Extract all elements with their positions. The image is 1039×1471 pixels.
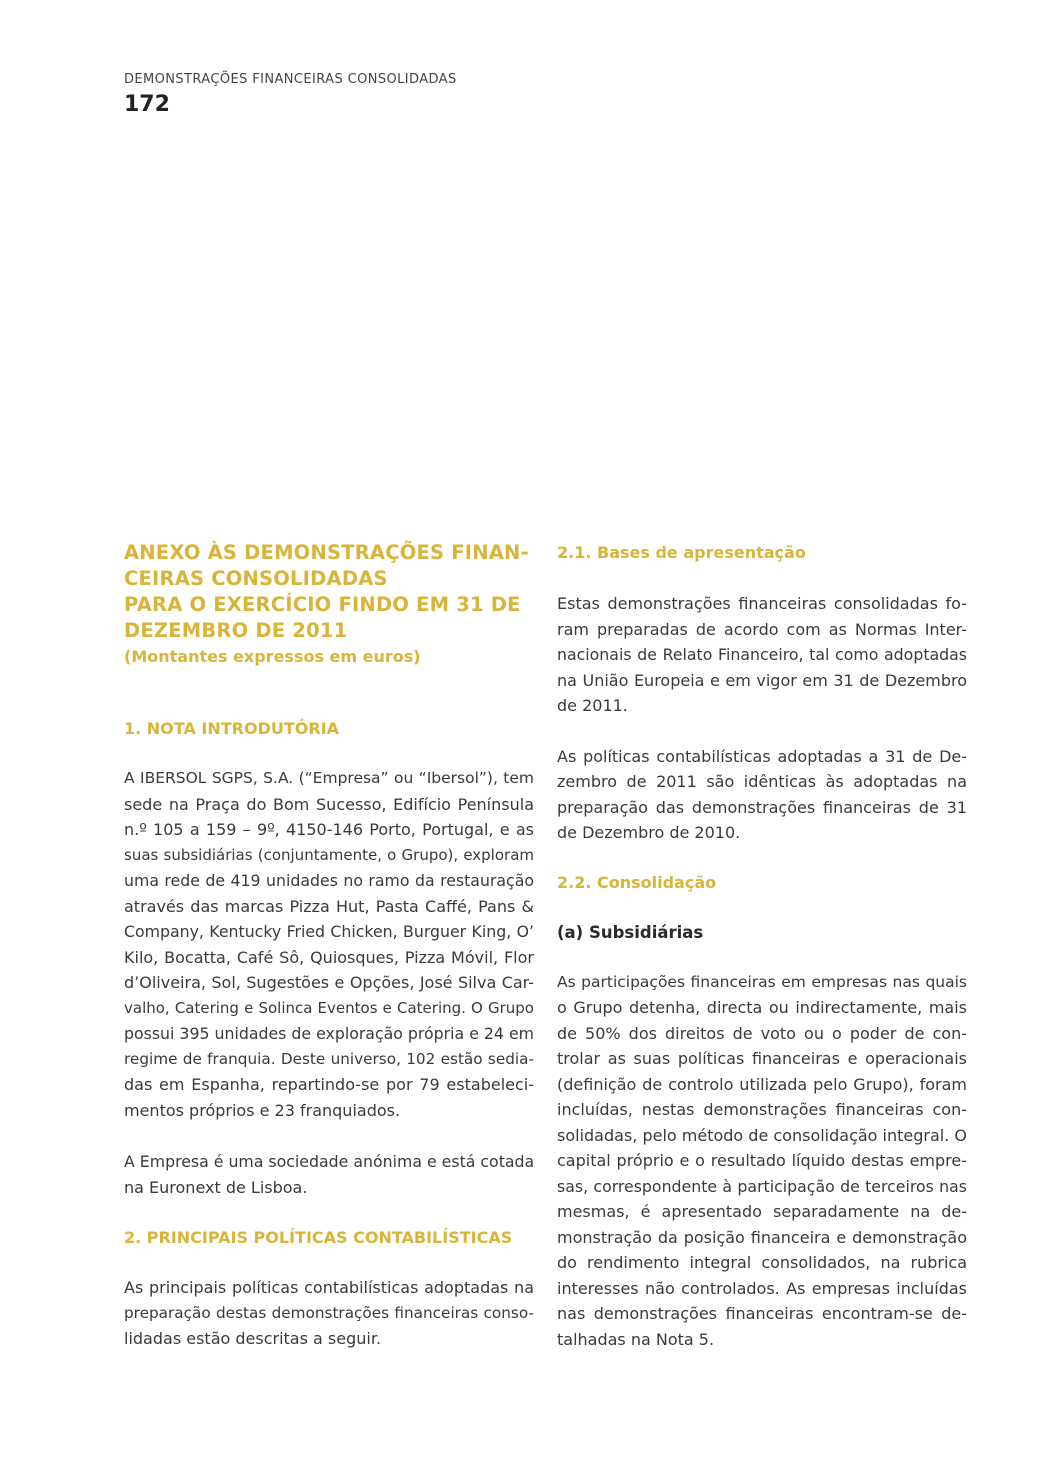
section-1-paragraph-2 <box>124 1149 534 1200</box>
text-line: A IBERSOL SGPS, S.A. (“Empresa” ou “Ibersol”), tem <box>124 769 534 787</box>
section-1-heading: 1. NOTA INTRODUTÓRIA <box>124 719 340 738</box>
text-line: zembro de 2011 são idênticas às adoptadas na <box>557 772 967 791</box>
text-line: através das marcas Pizza Hut, Pasta Caffé, Pans & <box>124 896 534 916</box>
text-line: possui 395 unidades de exploração própria e 24 em <box>124 1024 534 1043</box>
text-line: preparação destas demonstrações financeiras conso- <box>124 1303 534 1322</box>
subsection-a-paragraph <box>557 970 967 1353</box>
text-line: nacionais de Relato Financeiro, tal como adoptadas <box>557 645 967 664</box>
text-line: As principais políticas contabilísticas adoptadas na <box>124 1278 534 1297</box>
text-line: regime de franquia. Deste universo, 102 estão sedia- <box>124 1049 534 1068</box>
text-line: o Grupo detenha, directa ou indirectamente, mais <box>557 998 967 1017</box>
text-line: talhadas na Nota 5. <box>557 1329 715 1349</box>
section-1-paragraph-1 <box>124 766 534 1123</box>
text-line: solidadas, pelo método de consolidação integral. O <box>557 1125 968 1145</box>
annex-subtitle: (Montantes expressos em euros) <box>124 647 421 666</box>
text-line: das em Espanha, repartindo-se por 79 estabeleci- <box>124 1075 534 1094</box>
text-line: uma rede de 419 unidades no ramo da restauração <box>124 871 534 890</box>
text-line: preparação das demonstrações financeiras de 31 <box>557 797 967 817</box>
text-line: As participações financeiras em empresas nas quais <box>557 972 967 991</box>
running-title: DEMONSTRAÇÕES FINANCEIRAS CONSOLIDADAS <box>124 72 457 87</box>
text-line: do rendimento integral consolidados, na rubrica <box>557 1253 967 1272</box>
right-column <box>557 540 967 1352</box>
section-2-paragraph <box>124 1275 534 1352</box>
annex-title-line: DEZEMBRO DE 2011 <box>124 619 348 642</box>
text-line: ram preparadas de acordo com as Normas Inter- <box>557 619 967 639</box>
text-line: monstração da posição financeira e demonstração <box>557 1227 967 1247</box>
subsection-a-heading: (a) Subsidiárias <box>557 922 704 942</box>
text-line: interesses não controlados. As empresas incluídas <box>557 1278 967 1298</box>
annex-title-line: CEIRAS CONSOLIDADAS <box>124 567 388 590</box>
text-line: (definição de controlo utilizada pelo Grupo), foram <box>557 1074 967 1094</box>
text-line: Kilo, Bocatta, Café Sô, Quiosques, Pizza Móvil, Flor <box>124 947 534 967</box>
left-column <box>124 540 534 1352</box>
text-line: lidadas estão descritas a seguir. <box>124 1329 382 1348</box>
text-line: suas subsidiárias (conjuntamente, o Grupo), exploram <box>124 845 534 864</box>
annex-title <box>124 540 534 644</box>
text-line: Estas demonstrações financeiras consolidadas fo- <box>557 594 967 613</box>
text-line: As políticas contabilísticas adoptadas a 31 de De- <box>557 746 967 766</box>
section-2-1-paragraph-1 <box>557 591 967 719</box>
text-line: de 2011. <box>557 696 628 715</box>
annex-title-line: PARA O EXERCÍCIO FINDO EM 31 DE <box>124 593 521 616</box>
text-line: trolar as suas políticas financeiras e operacionais <box>557 1049 967 1068</box>
text-line: na União Europeia e em vigor em 31 de Dezembro <box>557 670 967 690</box>
section-2-heading: 2. PRINCIPAIS POLÍTICAS CONTABILÍSTICAS <box>124 1228 513 1247</box>
section-2-1-paragraph-2 <box>557 744 967 846</box>
text-line: valho, Catering e Solinca Eventos e Catering. O Grupo <box>124 998 534 1017</box>
text-line: mentos próprios e 23 franquiados. <box>124 1100 401 1120</box>
text-line: mesmas, é apresentado separadamente na de- <box>557 1202 967 1221</box>
text-line: d’Oliveira, Sol, Sugestões e Opções, José Silva Car- <box>124 973 534 992</box>
text-line: de 50% dos direitos de voto ou o poder de con- <box>557 1023 967 1043</box>
page-number: 172 <box>124 92 170 117</box>
annex-title-line: ANEXO ÀS DEMONSTRAÇÕES FINAN- <box>124 541 529 564</box>
text-line: capital próprio e o resultado líquido destas empre- <box>557 1151 967 1170</box>
section-2-1-heading: 2.1. Bases de apresentação <box>557 543 806 562</box>
section-2-2-heading: 2.2. Consolidação <box>557 872 717 892</box>
text-line: n.º 105 a 159 – 9º, 4150-146 Porto, Portugal, e as <box>124 820 534 839</box>
text-line: sas, correspondente à participação de terceiros nas <box>557 1176 967 1196</box>
text-line: A Empresa é uma sociedade anónima e está cotada <box>124 1152 535 1171</box>
text-line: de Dezembro de 2010. <box>557 823 741 842</box>
text-line: Company, Kentucky Fried Chicken, Burguer King, O’ <box>124 922 534 941</box>
text-line: incluídas, nestas demonstrações financeiras con- <box>557 1100 967 1119</box>
text-line: nas demonstrações financeiras encontram-se de- <box>557 1304 967 1323</box>
text-line: sede na Praça do Bom Sucesso, Edifício Península <box>124 794 534 814</box>
text-line: na Euronext de Lisboa. <box>124 1177 308 1197</box>
